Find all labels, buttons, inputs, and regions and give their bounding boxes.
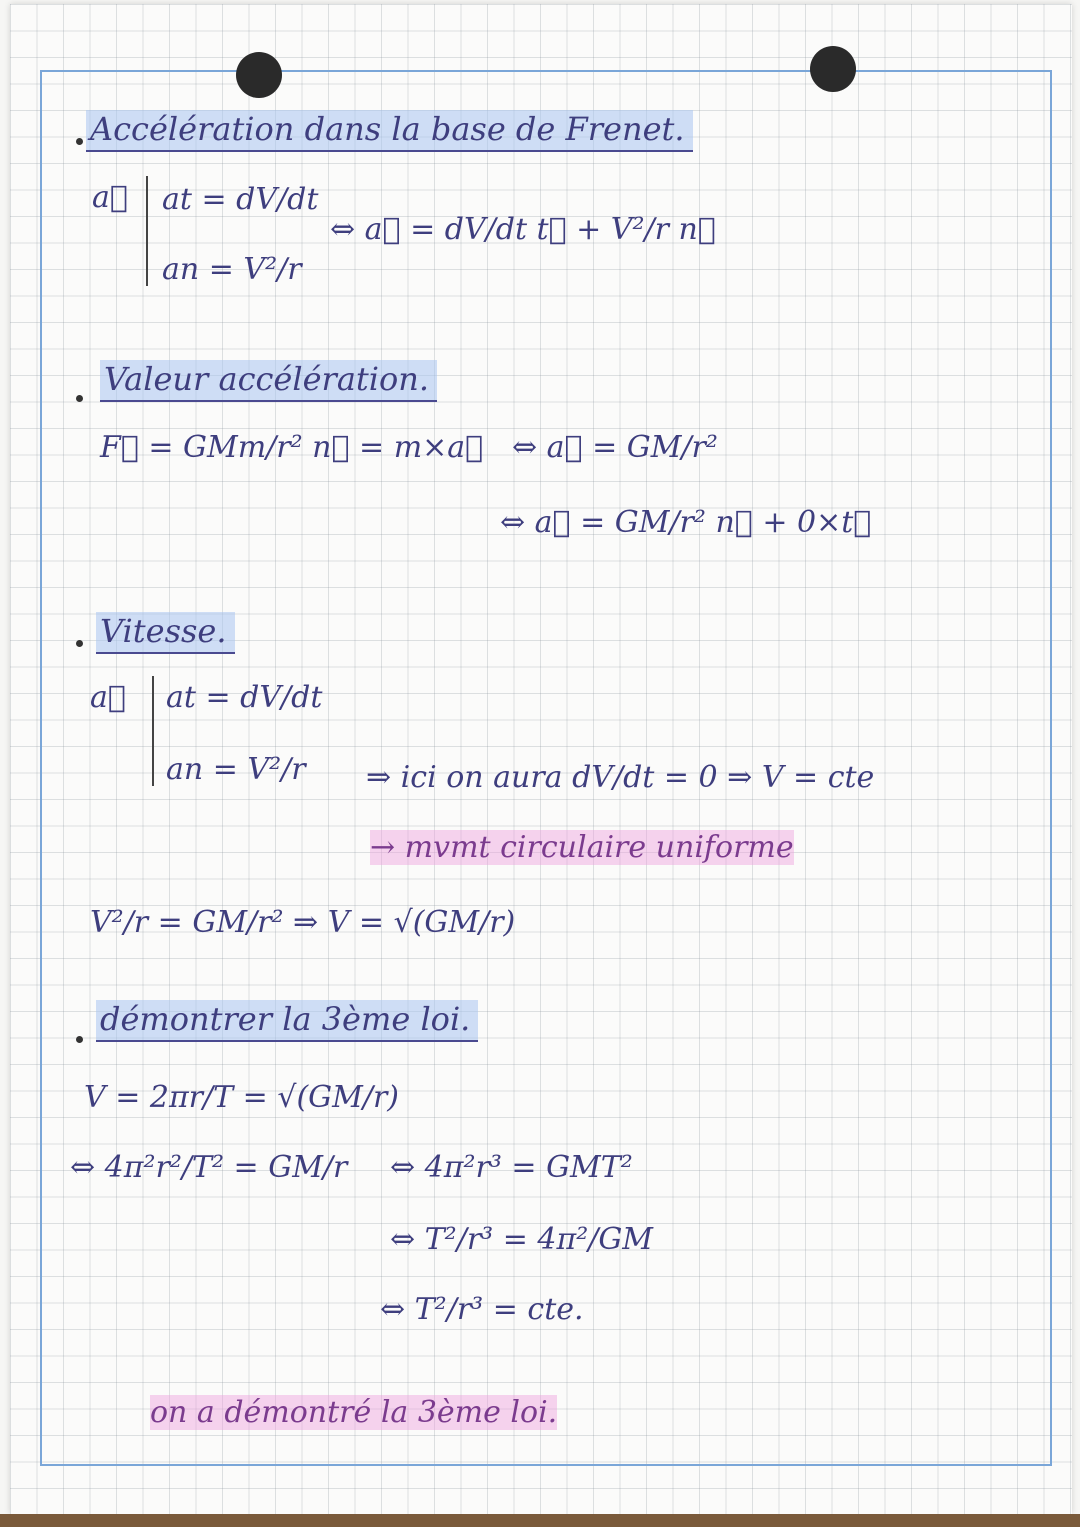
bullet xyxy=(76,1036,83,1043)
vitesse-vector: a⃗ xyxy=(90,680,126,715)
section-title-vitesse: Vitesse. xyxy=(96,612,235,654)
loi-step-2: ⇔ 4π²r²/T² = GM/r xyxy=(70,1150,348,1185)
loi-step-1: V = 2πr/T = √(GM/r) xyxy=(84,1080,399,1115)
bullet xyxy=(76,395,83,402)
vitesse-formula: V²/r = GM/r² ⇒ V = √(GM/r) xyxy=(90,905,516,940)
system-bar xyxy=(152,676,154,786)
binder-hole-left xyxy=(236,52,282,98)
desk-edge xyxy=(0,1514,1080,1527)
valeur-a2: ⇔ a⃗ = GM/r² n⃗ + 0×t⃗ xyxy=(500,505,872,540)
frenet-result: ⇔ a⃗ = dV/dt t⃗ + V²/r n⃗ xyxy=(330,212,716,247)
bullet xyxy=(76,138,83,145)
vitesse-at: at = dV/dt xyxy=(166,680,323,715)
frenet-an: an = V²/r xyxy=(162,252,302,287)
binder-hole-right xyxy=(810,46,856,92)
loi-step-5: ⇔ T²/r³ = cte. xyxy=(380,1292,584,1327)
bullet xyxy=(76,640,83,647)
section-title-frenet: Accélération dans la base de Frenet. xyxy=(86,110,693,152)
loi-step-4: ⇔ T²/r³ = 4π²/GM xyxy=(390,1222,654,1257)
system-bar xyxy=(146,176,148,286)
mouvement-circulaire: → mvmt circulaire uniforme xyxy=(370,830,794,865)
vitesse-an: an = V²/r xyxy=(166,752,306,787)
loi-step-3: ⇔ 4π²r³ = GMT² xyxy=(390,1150,633,1185)
loi-conclusion: on a démontré la 3ème loi. xyxy=(150,1395,558,1430)
section-title-valeur: Valeur accélération. xyxy=(100,360,437,402)
valeur-a1: ⇔ a⃗ = GM/r² xyxy=(512,430,718,465)
valeur-force: F⃗ = GMm/r² n⃗ = m×a⃗ xyxy=(100,430,484,465)
frenet-vector: a⃗ xyxy=(92,180,128,215)
section-title-loi: démontrer la 3ème loi. xyxy=(96,1000,478,1042)
frenet-at: at = dV/dt xyxy=(162,182,319,217)
vitesse-conclusion: ⇒ ici on aura dV/dt = 0 ⇒ V = cte xyxy=(366,760,875,795)
